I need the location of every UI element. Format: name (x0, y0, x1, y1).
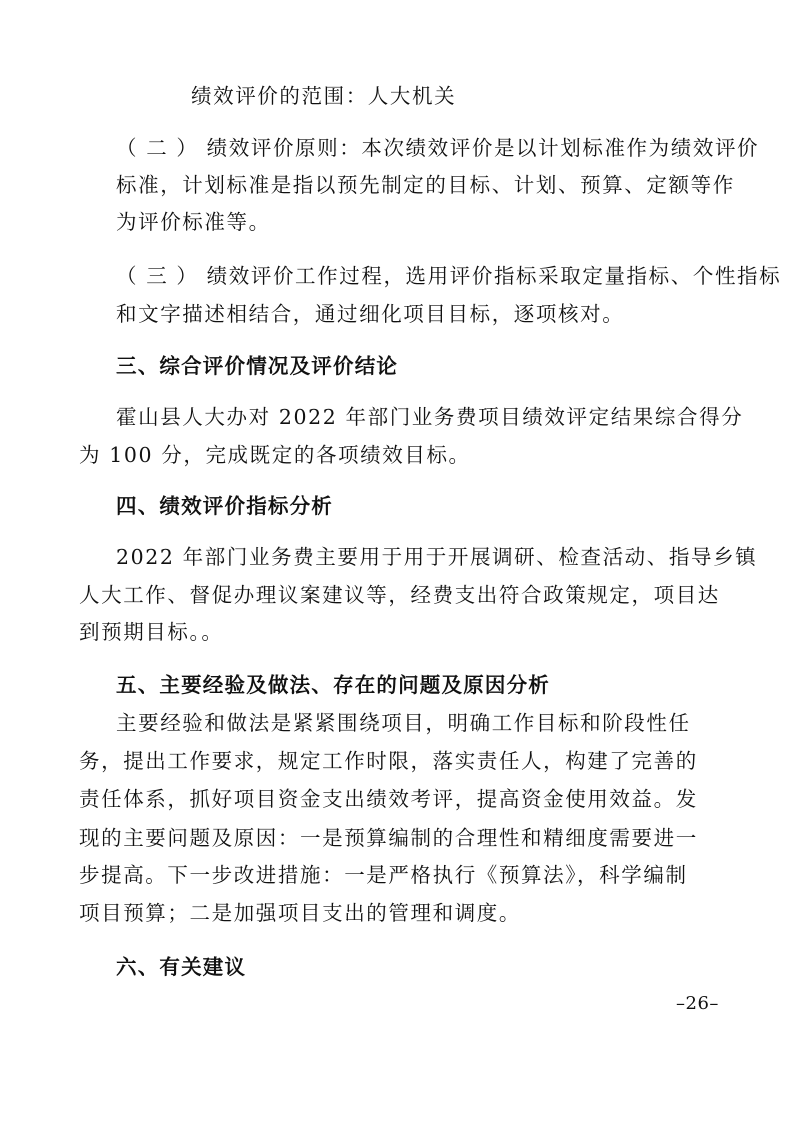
section-heading-6: 六、有关建议 (116, 955, 247, 979)
experience-para-line-5: 步提高。下一步改进措施：一是严格执行《预算法》，科学编制 (79, 863, 688, 887)
conclusion-para-line-1: 霍山县人大办对 2022 年部门业务费项目绩效评定结果综合得分 (116, 405, 744, 429)
principle-para-line-2: 标准，计划标准是指以预先制定的目标、计划、预算、定额等作 (116, 173, 735, 197)
process-para-line-2: 和文字描述相结合，通过细化项目目标，逐项核对。 (116, 302, 625, 326)
scope-line: 绩效评价的范围：人大机关 (191, 84, 457, 108)
experience-para-line-4: 现的主要问题及原因：一是预算编制的合理性和精细度需要进一 (79, 826, 698, 850)
analysis-para-line-1: 2022 年部门业务费主要用于用于开展调研、检查活动、指导乡镇 (116, 545, 758, 569)
experience-para-line-6: 项目预算；二是加强项目支出的管理和调度。 (79, 901, 521, 925)
principle-para-line-1: （ 二 ） 绩效评价原则：本次绩效评价是以计划标准作为绩效评价 (116, 136, 760, 160)
section-heading-3: 三、综合评价情况及评价结论 (116, 354, 399, 378)
page-number: –26– (676, 993, 719, 1014)
conclusion-para-line-2: 为 100 分，完成既定的各项绩效目标。 (79, 443, 471, 467)
analysis-para-line-3: 到预期目标。。 (79, 620, 224, 644)
process-para-line-1: （ 三 ） 绩效评价工作过程，选用评价指标采取定量指标、个性指标 (116, 264, 782, 288)
experience-para-line-2: 务，提出工作要求，规定工作时限，落实责任人，构建了完善的 (79, 749, 698, 773)
section-heading-4: 四、绩效评价指标分析 (116, 494, 333, 518)
principle-para-line-3: 为评价标准等。 (116, 210, 271, 234)
experience-para-line-1: 主要经验和做法是紧紧围绕项目，明确工作目标和阶段性任 (116, 711, 691, 735)
section-heading-5: 五、主要经验及做法、存在的问题及原因分析 (116, 673, 550, 697)
experience-para-line-3: 责任体系，抓好项目资金支出绩效考评，提高资金使用效益。发 (79, 787, 698, 811)
analysis-para-line-2: 人大工作、督促办理议案建议等，经费支出符合政策规定，项目达 (79, 583, 720, 607)
